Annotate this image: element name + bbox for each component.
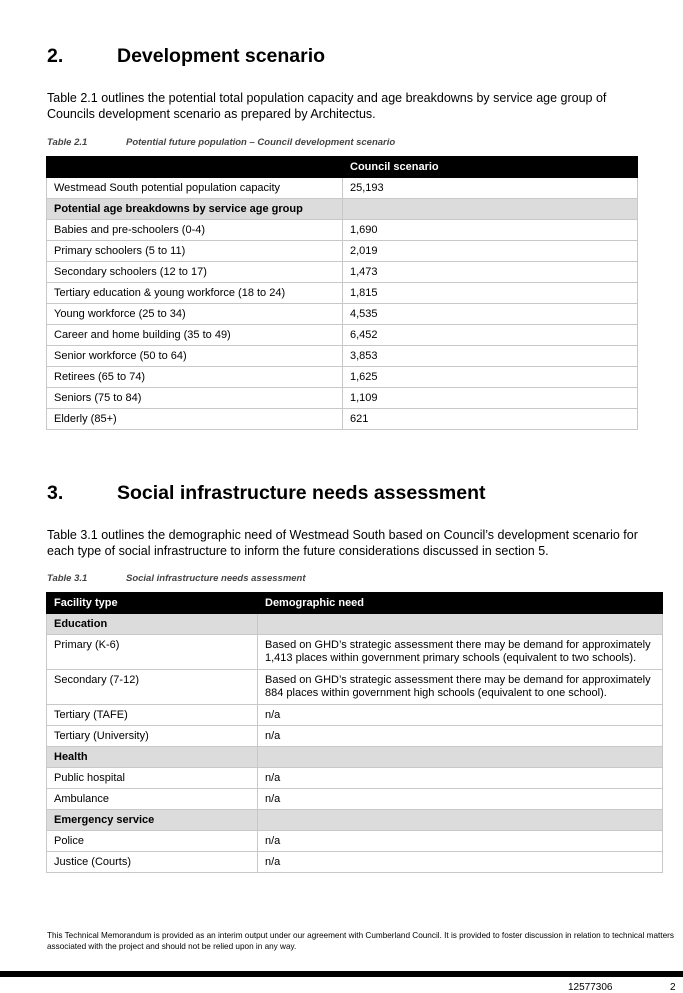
row-label: Ambulance <box>47 789 258 810</box>
section-2-number: 2. <box>47 45 64 67</box>
row-value: n/a <box>258 852 663 873</box>
header-cell: Council scenario <box>343 157 638 178</box>
group-row <box>47 199 638 220</box>
table-row <box>47 670 663 705</box>
document-number: 12577306 <box>568 982 613 993</box>
header-cell: Facility type <box>47 593 258 614</box>
section-3-title: Social infrastructure needs assessment <box>117 482 486 504</box>
row-value: n/a <box>258 726 663 747</box>
table-row <box>47 409 638 430</box>
row-label: Young workforce (25 to 34) <box>47 304 343 325</box>
needs-assessment-table <box>46 592 663 873</box>
row-label: Primary schoolers (5 to 11) <box>47 241 343 262</box>
table-row <box>47 726 663 747</box>
table-row <box>47 367 638 388</box>
table-row <box>47 220 638 241</box>
table-3-1-title: Social infrastructure needs assessment <box>126 573 306 584</box>
row-label: Seniors (75 to 84) <box>47 388 343 409</box>
table-row <box>47 262 638 283</box>
row-value: 1,690 <box>343 220 638 241</box>
row-value: 1,109 <box>343 388 638 409</box>
page-number: 2 <box>670 982 676 993</box>
group-label: Education <box>47 614 258 635</box>
table-row <box>47 635 663 670</box>
table-row <box>47 789 663 810</box>
table-header-row <box>47 157 638 178</box>
row-label: Tertiary (TAFE) <box>47 705 258 726</box>
row-value: n/a <box>258 789 663 810</box>
row-value: n/a <box>258 768 663 789</box>
section-2-title: Development scenario <box>117 45 326 67</box>
header-cell <box>47 157 343 178</box>
table-row <box>47 346 638 367</box>
group-label: Health <box>47 747 258 768</box>
row-label: Public hospital <box>47 768 258 789</box>
row-label: Westmead South potential population capacity <box>47 178 343 199</box>
row-value: n/a <box>258 831 663 852</box>
table-3-1-label: Table 3.1 <box>47 573 88 584</box>
row-value: Based on GHD’s strategic assessment there may be demand for approximately 884 places within government high schools (equivalent to one school). <box>258 670 663 705</box>
group-empty-cell <box>258 810 663 831</box>
table-2-1-label: Table 2.1 <box>47 137 88 148</box>
row-label: Secondary (7-12) <box>47 670 258 705</box>
row-label: Secondary schoolers (12 to 17) <box>47 262 343 283</box>
row-value: 1,473 <box>343 262 638 283</box>
section-3-number: 3. <box>47 482 64 504</box>
table-header-row <box>47 593 663 614</box>
table-row <box>47 283 638 304</box>
group-label: Emergency service <box>47 810 258 831</box>
group-empty-cell <box>258 747 663 768</box>
row-value: 4,535 <box>343 304 638 325</box>
section-3-heading <box>47 482 486 505</box>
table-row <box>47 705 663 726</box>
table-2-1-title: Potential future population – Council development scenario <box>126 137 396 148</box>
group-row-emergency <box>47 810 663 831</box>
row-value: 2,019 <box>343 241 638 262</box>
row-label: Justice (Courts) <box>47 852 258 873</box>
table-row <box>47 388 638 409</box>
row-label: Police <box>47 831 258 852</box>
group-label: Potential age breakdowns by service age group <box>47 199 343 220</box>
table-row <box>47 852 663 873</box>
row-value: 1,625 <box>343 367 638 388</box>
row-value: 6,452 <box>343 325 638 346</box>
header-cell: Demographic need <box>258 593 663 614</box>
row-label: Senior workforce (50 to 64) <box>47 346 343 367</box>
row-label: Babies and pre-schoolers (0-4) <box>47 220 343 241</box>
row-value: Based on GHD’s strategic assessment there may be demand for approximately 1,413 places within government primary schools (equivalent to two schools). <box>258 635 663 670</box>
row-label: Elderly (85+) <box>47 409 343 430</box>
row-value: 3,853 <box>343 346 638 367</box>
table-row <box>47 325 638 346</box>
table-row <box>47 178 638 199</box>
population-table <box>46 156 638 430</box>
group-row-health <box>47 747 663 768</box>
group-empty-cell <box>343 199 638 220</box>
table-row <box>47 241 638 262</box>
group-row-education <box>47 614 663 635</box>
table-row <box>47 768 663 789</box>
section-3-intro: Table 3.1 outlines the demographic need of Westmead South based on Council’s development scenario for each type of social infrastructure to inform the future considerations discussed in section 5. <box>47 528 638 558</box>
section-2-intro: Table 2.1 outlines the potential total population capacity and age breakdowns by service age group of Councils development scenario as prepared by Architectus. <box>47 91 607 121</box>
row-value: 621 <box>343 409 638 430</box>
row-label: Tertiary (University) <box>47 726 258 747</box>
section-2-heading <box>47 45 325 68</box>
table-row <box>47 304 638 325</box>
disclaimer-note: This Technical Memorandum is provided as an interim output under our agreement with Cumberland Council. It is provided to foster discussion in relation to technical matters associated with the project and should not be relied upon in any way. <box>47 931 674 951</box>
row-label: Tertiary education & young workforce (18 to 24) <box>47 283 343 304</box>
row-label: Retirees (65 to 74) <box>47 367 343 388</box>
row-value: 1,815 <box>343 283 638 304</box>
group-empty-cell <box>258 614 663 635</box>
table-row <box>47 831 663 852</box>
table-3-1-caption <box>47 573 306 584</box>
footer-divider <box>0 971 683 977</box>
table-2-1-caption <box>47 137 395 148</box>
row-value: n/a <box>258 705 663 726</box>
row-label: Primary (K-6) <box>47 635 258 670</box>
row-label: Career and home building (35 to 49) <box>47 325 343 346</box>
row-value: 25,193 <box>343 178 638 199</box>
